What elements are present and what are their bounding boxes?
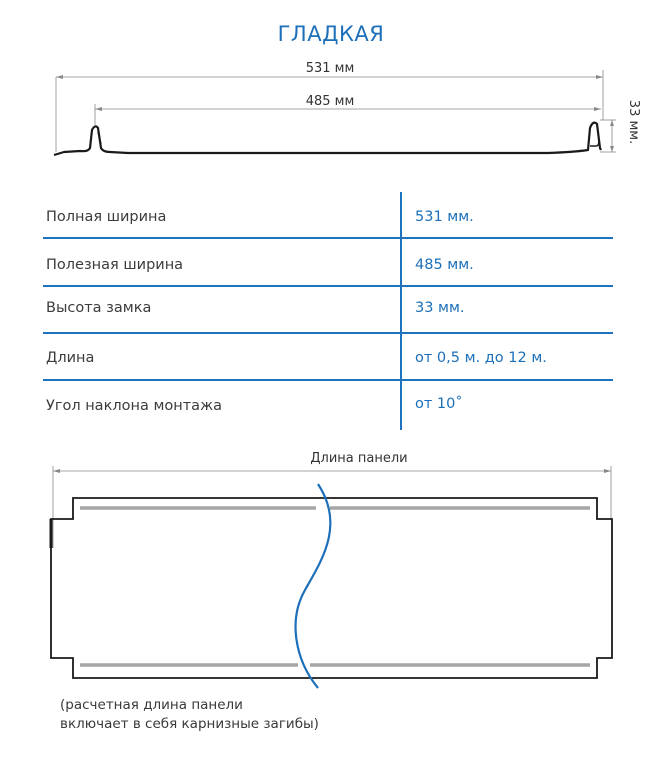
spec-label: Длина bbox=[46, 350, 95, 366]
specs-table bbox=[43, 192, 613, 430]
panel-length-drawing bbox=[0, 440, 662, 690]
full-width-dim-label: 531 мм bbox=[305, 61, 355, 76]
panel-note bbox=[60, 696, 319, 734]
spec-value: от 10˚ bbox=[415, 396, 463, 412]
spec-value: 33 мм. bbox=[415, 300, 465, 316]
note-line-1: (расчетная длина панели bbox=[60, 697, 243, 713]
table-row bbox=[43, 286, 613, 332]
table-row bbox=[43, 382, 613, 428]
spec-value: 531 мм. bbox=[415, 209, 474, 225]
profile-cross-section bbox=[0, 60, 662, 170]
spec-value: 485 мм. bbox=[415, 257, 474, 273]
note-line-2: включает в себя карнизные загибы) bbox=[60, 716, 319, 732]
profile-outline bbox=[54, 123, 601, 155]
panel-outline bbox=[51, 498, 612, 678]
table-row bbox=[43, 240, 613, 286]
spec-value: от 0,5 м. до 12 м. bbox=[415, 350, 547, 366]
spec-label: Высота замка bbox=[46, 300, 152, 316]
spec-label: Угол наклона монтажа bbox=[46, 398, 223, 414]
panel-length-label: Длина панели bbox=[310, 451, 408, 466]
spec-label: Полная ширина bbox=[46, 209, 167, 225]
height-dim-label: 33 мм. bbox=[626, 99, 641, 145]
table-row-divider bbox=[43, 379, 613, 381]
useful-width-dim-label: 485 мм bbox=[305, 94, 355, 109]
spec-label: Полезная ширина bbox=[46, 257, 184, 273]
page-title: ГЛАДКАЯ bbox=[277, 22, 385, 46]
table-row-divider bbox=[43, 237, 613, 239]
table-row bbox=[43, 334, 613, 380]
arrow-left-icon bbox=[56, 75, 63, 79]
break-mark bbox=[296, 484, 331, 688]
arrow-right-icon bbox=[596, 75, 603, 79]
table-row bbox=[43, 192, 613, 238]
